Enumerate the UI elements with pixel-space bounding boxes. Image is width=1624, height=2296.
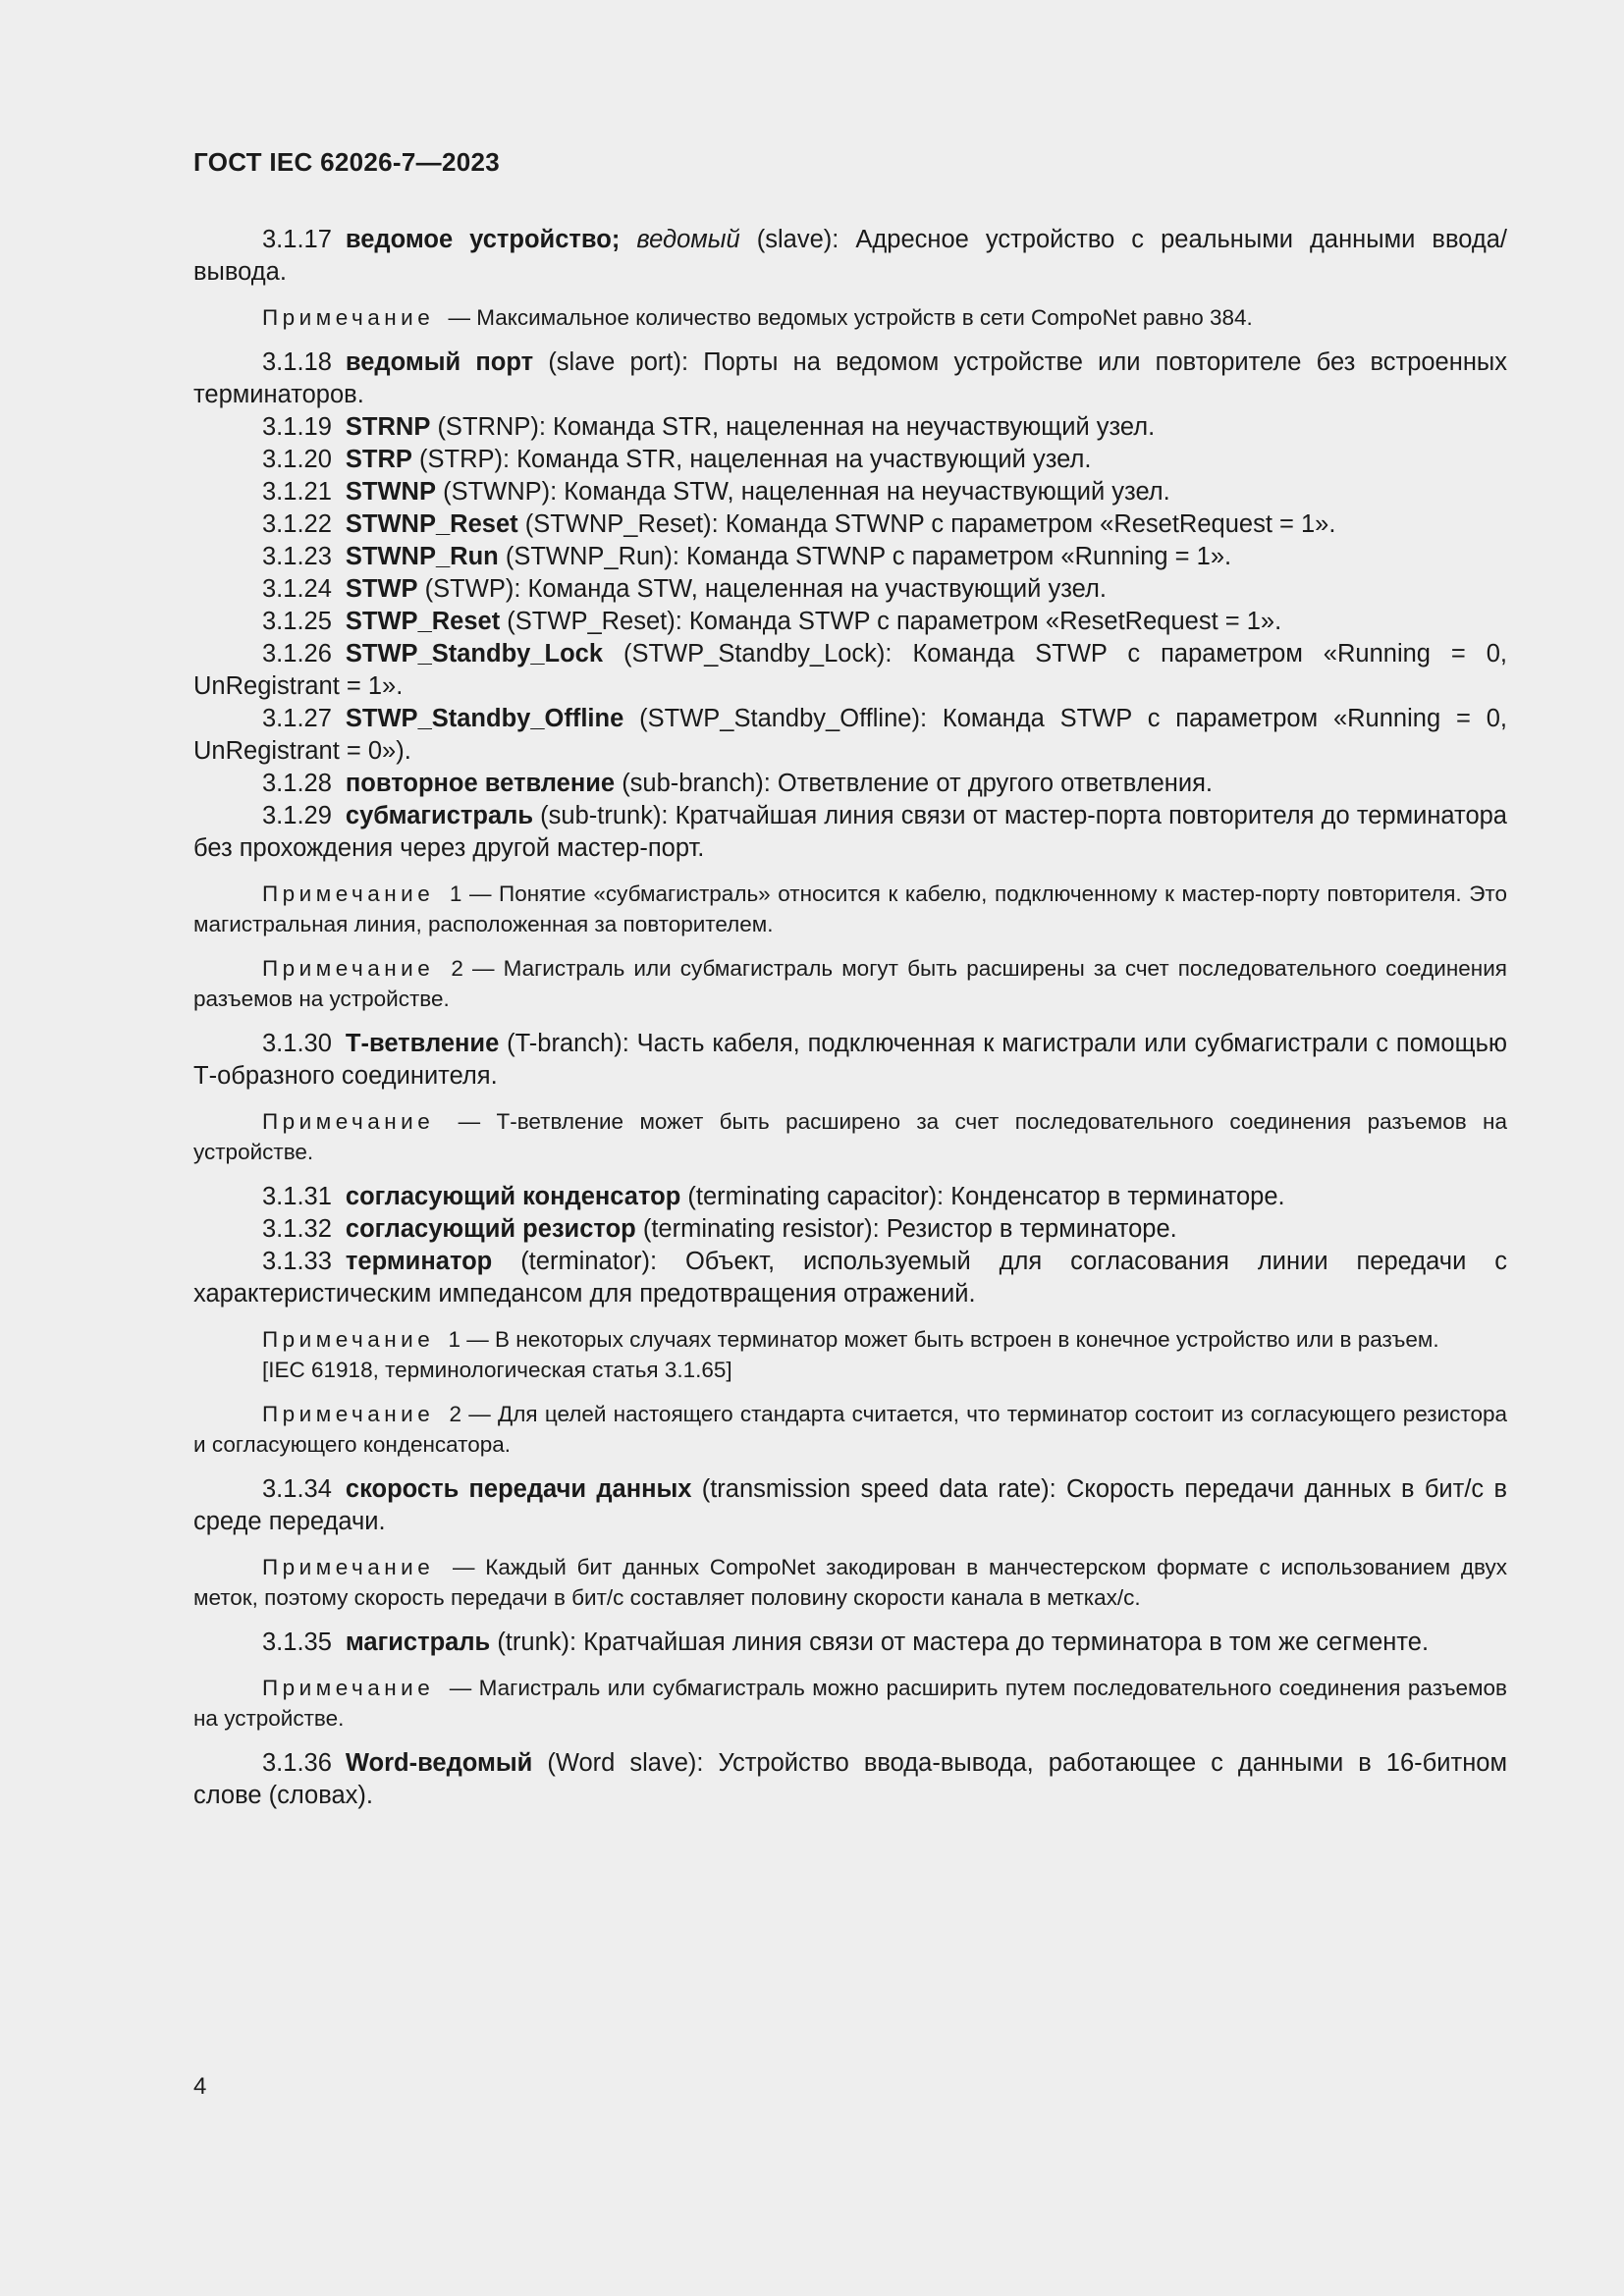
term-text: (T-branch): Часть кабеля, подключенная к магистрали или субмагистрали с помощью Т-образного соединителя.	[193, 1030, 1507, 1090]
term-text: (Word slave): Устройство ввода-вывода, работающее с данными в 16-битном слове (словах).	[193, 1749, 1507, 1809]
term-definition	[193, 703, 1507, 768]
term-synonym: ведомый	[636, 226, 740, 253]
term-text: (STWNP_Run): Команда STWNP с параметром «Running = 1».	[505, 543, 1232, 570]
term-text: (STWP_Standby_Lock): Команда STWP с параметром «Running = 0, UnRegistrant = 1».	[193, 640, 1507, 700]
spacer	[193, 333, 1507, 347]
spacer	[193, 1385, 1507, 1399]
spacer	[193, 1734, 1507, 1747]
note-label: Примечание	[262, 1327, 435, 1352]
term-number: 3.1.34	[262, 1475, 332, 1503]
spacer	[193, 1093, 1507, 1106]
term-number: 3.1.35	[262, 1629, 332, 1656]
spacer	[193, 289, 1507, 302]
spacer	[193, 1538, 1507, 1552]
term-name: терминатор	[345, 1248, 493, 1275]
term-number: 3.1.36	[262, 1749, 332, 1777]
term-name: STWP_Standby_Lock	[345, 640, 604, 667]
term-text: (sub-branch): Ответвление от другого ответвления.	[622, 770, 1213, 797]
term-name: STRP	[345, 446, 412, 473]
note-text: 2 — Магистраль или субмагистраль могут быть расширены за счет последовательного соединения разъемов на устройстве.	[193, 956, 1507, 1011]
term-name: Т-ветвление	[345, 1030, 500, 1057]
term-text: (STWP): Команда STW, нацеленная на участвующий узел.	[424, 575, 1107, 603]
note-text: 1 — В некоторых случаях терминатор может быть встроен в конечное устройство или в разъем.	[448, 1327, 1439, 1352]
term-definition	[193, 573, 1507, 606]
term-text: (sub-trunk): Кратчайшая линия связи от мастер-порта повторителя до терминатора без прохождения через другой мастер-порт.	[193, 802, 1507, 862]
note-text: — Максимальное количество ведомых устройств в сети CompoNet равно 384.	[448, 305, 1253, 330]
term-name: ведомое устройство;	[345, 226, 621, 253]
term-name: магистраль	[345, 1629, 491, 1656]
note	[193, 879, 1507, 939]
spacer	[193, 1659, 1507, 1673]
term-definition	[193, 411, 1507, 444]
term-text: (terminating capacitor): Конденсатор в терминаторе.	[687, 1183, 1285, 1210]
term-name: согласующий конденсатор	[345, 1183, 681, 1210]
spacer	[193, 1613, 1507, 1627]
term-number: 3.1.33	[262, 1248, 332, 1275]
term-text: (trunk): Кратчайшая линия связи от мастера до терминатора в том же сегменте.	[497, 1629, 1430, 1656]
note-label: Примечание	[262, 881, 435, 906]
term-number: 3.1.32	[262, 1215, 332, 1243]
note-label: Примечание	[262, 1676, 435, 1700]
term-number: 3.1.31	[262, 1183, 332, 1210]
term-number: 3.1.29	[262, 802, 332, 829]
term-definition	[193, 768, 1507, 800]
term-definition	[193, 1028, 1507, 1093]
term-definition	[193, 1747, 1507, 1812]
note	[193, 953, 1507, 1014]
note	[193, 1552, 1507, 1613]
note-text: 1 — Понятие «субмагистраль» относится к кабелю, подключенному к мастер-порту повторителя. Это магистральная линия, расположенная за повторителем.	[193, 881, 1507, 936]
term-definition	[193, 444, 1507, 476]
term-name: STWP_Reset	[345, 608, 501, 635]
term-number: 3.1.28	[262, 770, 332, 797]
reference	[193, 1355, 1507, 1385]
note-text: 2 — Для целей настоящего стандарта считается, что терминатор состоит из согласующего резистора и согласующего конденсатора.	[193, 1402, 1507, 1457]
note	[193, 1324, 1507, 1355]
note	[193, 1673, 1507, 1734]
term-name: ведомый порт	[345, 348, 534, 376]
spacer	[193, 1460, 1507, 1473]
page-header: ГОСТ IEC 62026-7—2023	[193, 147, 500, 177]
term-text: (STWP_Standby_Offline): Команда STWP с параметром «Running = 0, UnRegistrant = 0»).	[193, 705, 1507, 765]
term-number: 3.1.21	[262, 478, 332, 506]
term-name: STWNP_Reset	[345, 510, 518, 538]
term-name: STWP_Standby_Offline	[345, 705, 624, 732]
term-number: 3.1.17	[262, 226, 332, 253]
term-number: 3.1.19	[262, 413, 332, 441]
term-name: STWNP	[345, 478, 436, 506]
note-text: — Т-ветвление может быть расширено за счет последовательного соединения разъемов на устройстве.	[193, 1109, 1507, 1164]
spacer	[193, 1014, 1507, 1028]
note-label: Примечание	[262, 305, 435, 330]
term-definition	[193, 638, 1507, 703]
term-name: скорость передачи данных	[345, 1475, 692, 1503]
term-name: согласующий резистор	[345, 1215, 636, 1243]
term-number: 3.1.27	[262, 705, 332, 732]
note-label: Примечание	[262, 1109, 435, 1134]
note	[193, 302, 1507, 333]
term-text: (STRP): Команда STR, нацеленная на участвующий узел.	[419, 446, 1092, 473]
note-text: — Каждый бит данных CompoNet закодирован в манчестерском формате с использованием двух меток, поэтому скорость передачи в бит/с составляет половину скорости канала в метках/с.	[193, 1555, 1507, 1610]
term-name: субмагистраль	[345, 802, 533, 829]
term-text: (terminator): Объект, используемый для согласования линии передачи с характеристическим импедансом для предотвращения отражений.	[193, 1248, 1508, 1308]
term-definition	[193, 1473, 1507, 1538]
term-definition	[193, 347, 1507, 411]
spacer	[193, 1310, 1507, 1324]
note-label: Примечание	[262, 1402, 435, 1426]
term-definition	[193, 476, 1507, 508]
term-name: STWP	[345, 575, 418, 603]
term-name: STWNP_Run	[345, 543, 499, 570]
page-number: 4	[193, 2073, 207, 2100]
term-definition	[193, 606, 1507, 638]
note-text: — Магистраль или субмагистраль можно расширить путем последовательного соединения разъемов на устройстве.	[193, 1676, 1507, 1731]
term-name: Word-ведомый	[345, 1749, 533, 1777]
term-number: 3.1.23	[262, 543, 332, 570]
term-definition	[193, 1627, 1507, 1659]
note	[193, 1399, 1507, 1460]
term-text: (terminating resistor): Резистор в терминаторе.	[642, 1215, 1177, 1243]
term-text: (slave): Адресное устройство с реальными данными ввода/вывода.	[193, 226, 1507, 286]
term-number: 3.1.25	[262, 608, 332, 635]
reference-text: [IEC 61918, терминологическая статья 3.1.65]	[262, 1358, 732, 1382]
term-text: (STWNP_Reset): Команда STWNP с параметром «ResetRequest = 1».	[524, 510, 1336, 538]
term-text: (STWNP): Команда STW, нацеленная на неучаствующий узел.	[443, 478, 1170, 506]
term-definition	[193, 1181, 1507, 1213]
note-label: Примечание	[262, 956, 435, 981]
term-definition	[193, 541, 1507, 573]
note-label: Примечание	[262, 1555, 435, 1579]
term-name: STRNP	[345, 413, 431, 441]
spacer	[193, 865, 1507, 879]
term-definition	[193, 1213, 1507, 1246]
term-definition	[193, 1246, 1507, 1310]
term-text: (slave port): Порты на ведомом устройстве или повторителе без встроенных терминаторов.	[193, 348, 1507, 408]
term-definition	[193, 508, 1507, 541]
spacer	[193, 1167, 1507, 1181]
term-name: повторное ветвление	[345, 770, 616, 797]
spacer	[193, 939, 1507, 953]
document-body	[193, 224, 1507, 1812]
term-number: 3.1.30	[262, 1030, 332, 1057]
term-definition	[193, 224, 1507, 289]
term-text: (STWP_Reset): Команда STWP с параметром «ResetRequest = 1».	[507, 608, 1282, 635]
term-definition	[193, 800, 1507, 865]
term-number: 3.1.26	[262, 640, 332, 667]
term-number: 3.1.22	[262, 510, 332, 538]
term-text: (STRNP): Команда STR, нацеленная на неучаствующий узел.	[437, 413, 1156, 441]
term-number: 3.1.18	[262, 348, 332, 376]
note	[193, 1106, 1507, 1167]
term-number: 3.1.20	[262, 446, 332, 473]
term-number: 3.1.24	[262, 575, 332, 603]
term-text: (transmission speed data rate): Скорость передачи данных в бит/с в среде передачи.	[193, 1475, 1507, 1535]
